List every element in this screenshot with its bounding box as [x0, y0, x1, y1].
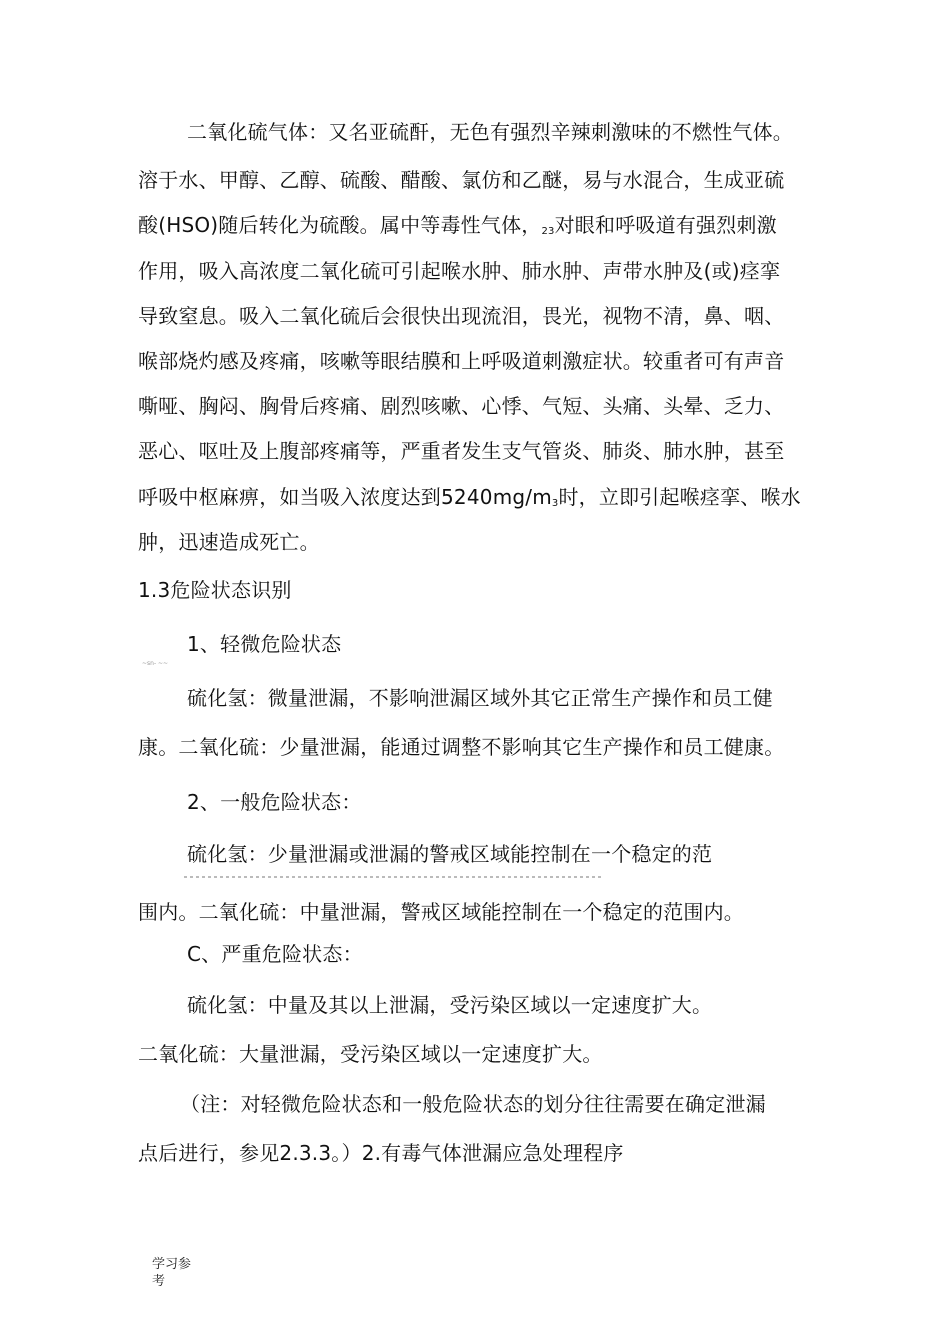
so2-paragraph-line-5: 导致窒息。吸入二氧化硫后会很快出现流泪，畏光，视物不清，鼻、咽、 [138, 304, 785, 328]
level1-h2s-text: 硫化氢：微量泄漏，不影响泄漏区域外其它正常生产操作和员工健 [187, 686, 773, 710]
footer-line-2: 考 [152, 1274, 166, 1289]
footer-line-1: 学习参 [152, 1257, 192, 1272]
note-line-1: （注：对轻微危险状态和一般危险状态的划分往往需要在确定泄漏 [180, 1092, 766, 1116]
so2-paragraph-line-1: 二氧化硫气体：又名亚硫酐，无色有强烈辛辣刺激味的不燃性气体。 [187, 120, 793, 144]
level3-h2s-text: 硫化氢：中量及其以上泄漏，受污染区域以一定速度扩大。 [187, 993, 713, 1017]
level1-so2-text: 康。二氧化硫：少量泄漏，能通过调整不影响其它生产操作和员工健康。 [138, 735, 785, 759]
so2-paragraph-line-7: 嘶哑、胸闷、胸骨后疼痛、剧烈咳嗽、心悸、气短、头痛、头晕、乏力、 [138, 394, 785, 418]
scan-noise-line [184, 876, 602, 878]
subscript-3: 3 [551, 498, 559, 509]
so2-paragraph-line-6: 喉部烧灼感及疼痛，咳嗽等眼结膜和上呼吸道刺激症状。较重者可有声音 [138, 349, 785, 373]
so2-paragraph-line-9 [138, 483, 801, 516]
section-heading: 1.3危险状态识别 [138, 578, 292, 602]
level3-title: C、严重危险状态： [187, 942, 363, 966]
so2-paragraph-line-8: 恶心、呕吐及上腹部疼痛等，严重者发生支气管炎、肺炎、肺水肿，甚至 [138, 439, 785, 463]
so2-line-3-part-a: 酸(HSO)随后转化为硫酸。属中等毒性气体， [138, 213, 542, 237]
level2-title: 2、一般危险状态： [187, 790, 362, 814]
subscript-23: 23 [541, 226, 555, 237]
so2-paragraph-line-4: 作用，吸入高浓度二氧化硫可引起喉水肿、肺水肿、声带水肿及(或)痉挛 [138, 259, 781, 283]
level1-title: 1、轻微危险状态 [187, 632, 342, 656]
level3-so2-text: 二氧化硫：大量泄漏，受污染区域以一定速度扩大。 [138, 1042, 603, 1066]
so2-paragraph-line-10: 肿，迅速造成死亡。 [138, 530, 320, 554]
note-line-2: 点后进行，参见2.3.3。）2.有毒气体泄漏应急处理程序 [138, 1141, 624, 1165]
so2-paragraph-line-3 [138, 211, 777, 244]
level2-h2s-text: 硫化氢：少量泄漏或泄漏的警戒区域能控制在一个稳定的范 [187, 842, 713, 866]
so2-line-3-part-b: 对眼和呼吸道有强烈刺激 [554, 213, 777, 237]
level2-so2-text: 围内。二氧化硫：中量泄漏，警戒区域能控制在一个稳定的范围内。 [138, 900, 744, 924]
so2-line-9-part-b: 时，立即引起喉痉挛、喉水 [558, 485, 801, 509]
so2-line-9-part-a: 呼吸中枢麻痹，如当吸入浓度达到5240mg/m [138, 485, 552, 509]
scan-artifact-mark: ~sn- ~~ [142, 660, 169, 667]
so2-paragraph-line-2: 溶于水、甲醇、乙醇、硫酸、醋酸、氯仿和乙醚，易与水混合，生成亚硫 [138, 168, 785, 192]
